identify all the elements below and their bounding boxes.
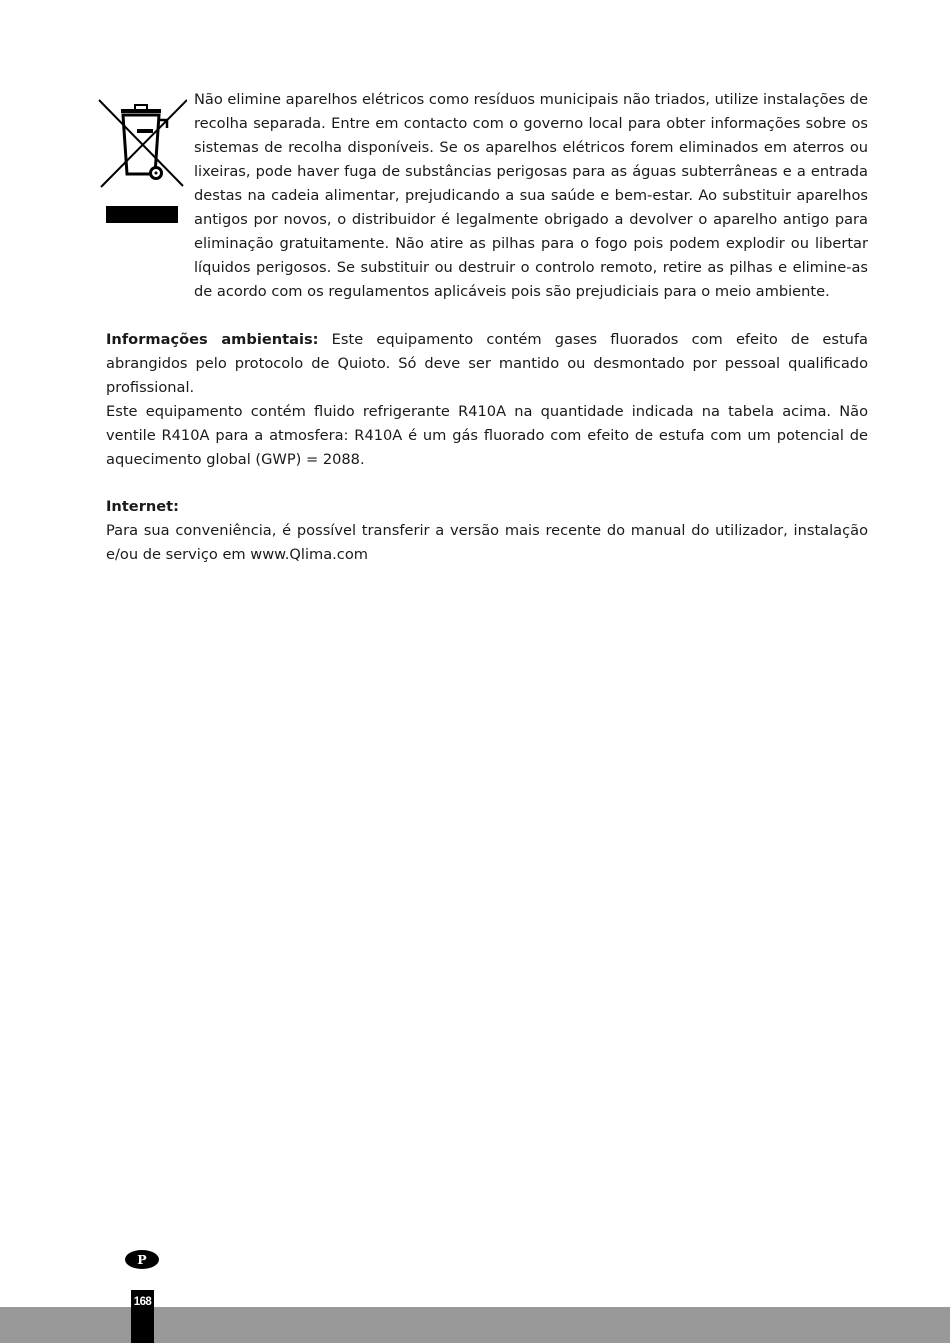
environmental-info-paragraph: [106, 328, 868, 400]
language-badge: P: [125, 1250, 159, 1269]
page-number: 168: [131, 1290, 154, 1343]
disposal-paragraph: Não elimine aparelhos elétricos como resíduos municipais não triados, utilize instalações de recolha separada. Entre em contacto com o governo local para obter informações sobre os sistemas de recolha disponíveis. Se os aparelhos elétricos forem eliminados em aterros ou lixeiras, pode haver fuga de substâncias perigosas para as águas subterrâneas e a entrada destas na cadeia alimentar, prejudicando a sua saúde e bem-estar. Ao substituir aparelhos antigos por novos, o distribuidor é legalmente obrigado a devolver o aparelho antigo para eliminação gratuitamente. Não atire as pilhas para o fogo pois podem explodir ou libertar líquidos perigosos. Se substituir ou destruir o controlo remoto, retire as pilhas e elimine-as de acordo com os regulamentos aplicáveis pois são prejudiciais para o meio ambiente.: [194, 91, 868, 300]
environmental-info-label: Informações ambientais:: [106, 331, 319, 348]
environmental-info-text: Este equipamento contém gases fluorados com efeito de estufa abrangidos pelo protocolo de Quioto. Só deve ser mantido ou desmontado por pessoal qualificado profissional.: [106, 331, 868, 396]
refrigerant-paragraph: Este equipamento contém fluido refrigerante R410A na quantidade indicada na tabela acima. Não ventile R410A para a atmosfera: R410A é um gás fluorado com efeito de estufa com um potencial de aquecimento global (GWP) = 2088.: [106, 403, 868, 468]
internet-heading: Internet:: [106, 498, 179, 515]
internet-paragraph: Para sua conveniência, é possível transferir a versão mais recente do manual do utilizador, instalação e/ou de serviço em www.Qlima.com: [106, 522, 868, 563]
crossed-out-wheelie-bin-icon: [97, 96, 187, 226]
